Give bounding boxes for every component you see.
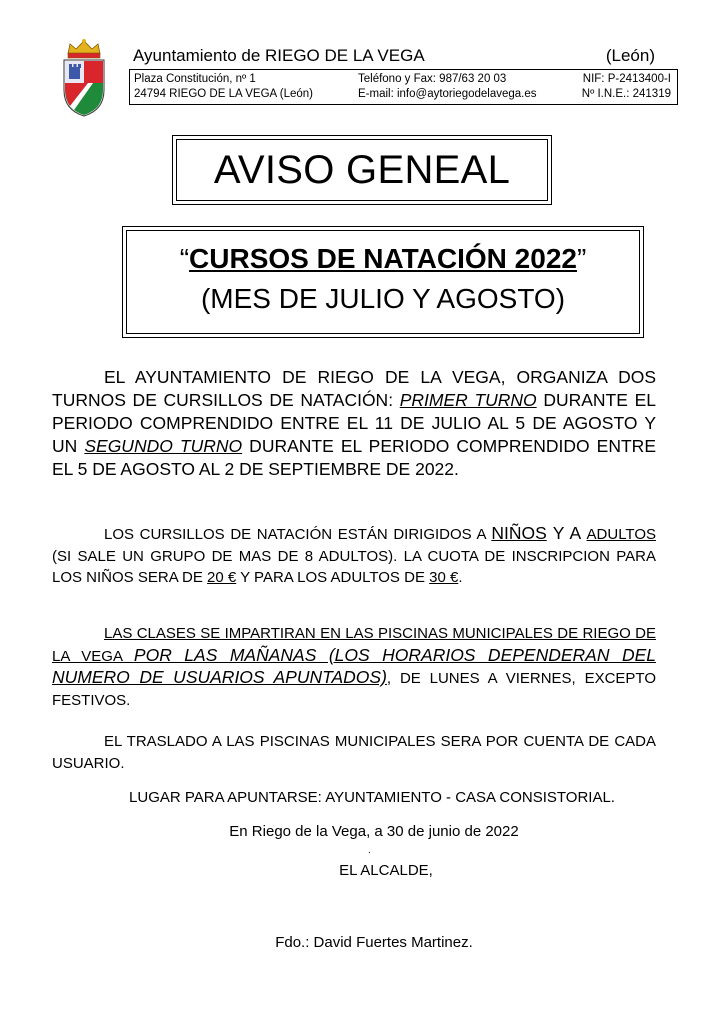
para2-text-e: . [458,569,463,586]
ine-number: Nº I.N.E.: 241319 [581,88,671,100]
address-line-1: Plaza Constitución, nº 1 [134,73,256,85]
para2-text-a: LOS CURSILLOS DE NATACIÓN ESTÁN DIRIGIDOS A [104,526,492,543]
para1-text-a: EL AYUNTAMIENTO DE RIEGO DE LA VEGA, ORGANIZA DOS TURNOS DE CURSILLOS DE NATACIÓN: [52,367,656,410]
notice-title: AVISO GENEAL [213,147,511,192]
para2-text-b: Y A [546,523,587,543]
province-name: (León) [605,46,655,65]
adults-label: ADULTOS [586,526,656,543]
notice-title-box [172,135,552,205]
nif: NIF: P-2413400-I [582,73,671,85]
course-title [123,243,643,275]
para2-text-c: (SI SALE UN GRUPO DE MAS DE 8 ADULTOS). LA CUOTA DE INSCRIPCION PARA LOS NIÑOS SERA DE [52,547,656,586]
header-title [133,46,657,68]
course-title-box [122,226,644,338]
open-quote: “ [179,243,190,274]
price-adults: 30 € [429,569,459,586]
mayor-title: EL ALCALDE, [339,862,433,879]
email: E-mail: info@aytoriegodelavega.es [358,88,537,100]
children-label: NIÑOS [491,523,547,543]
signup-place: LUGAR PARA APUNTARSE: AYUNTAMIENTO - CASA CONSISTORIAL. [129,789,615,806]
phone-fax: Teléfono y Fax: 987/63 20 03 [358,73,507,85]
contact-info-box [129,69,678,105]
course-subtitle: (MES DE JULIO Y AGOSTO) [200,283,566,314]
para2-text-d: Y PARA LOS ADULTOS DE [236,569,430,586]
paragraph-turns [52,366,656,481]
para3-mornings: POR LAS MAÑANAS (LOS HORARIOS DEPENDERAN DEL NUMERO DE USUARIOS APUNTADOS) [52,644,656,687]
paragraph-audience-fees [52,523,656,589]
coat-of-arms-logo [60,36,108,118]
para3-text-a: LAS CLASES SE IMPARTIRAN EN LAS PISCINAS MUNICIPALES DE RIEGO DE LA VEGA [52,625,656,665]
para1-text-b: DURANTE EL PERIODO COMPRENDIDO ENTRE EL 11 DE JULIO AL 5 DE AGOSTO Y UN [52,390,656,456]
close-quote: ” [576,243,587,274]
institution-name: Ayuntamiento de RIEGO DE LA VEGA [133,46,425,65]
price-children: 20 € [207,569,237,586]
date-line: En Riego de la Vega, a 30 de junio de 2022 [229,823,519,840]
para1-text-c: DURANTE EL PERIODO COMPRENDIDO ENTRE EL 5 DE AGOSTO AL 2 DE SEPTIEMBRE DE 2022. [52,436,656,479]
paragraph-schedule [52,623,656,711]
course-title-text: CURSOS DE NATACIÓN 2022 [189,243,577,274]
separator-dot: . [368,845,371,856]
para3-text-c: , DE LUNES A VIERNES, EXCEPTO FESTIVOS. [52,670,656,709]
second-turn: SEGUNDO TURNO [84,436,243,456]
first-turn: PRIMER TURNO [399,390,537,410]
signature: Fdo.: David Fuertes Martinez. [275,934,473,951]
address-line-2: 24794 RIEGO DE LA VEGA (León) [134,88,313,100]
paragraph-transport: EL TRASLADO A LAS PISCINAS MUNICIPALES SERA POR CUENTA DE CADA USUARIO. [52,733,656,772]
